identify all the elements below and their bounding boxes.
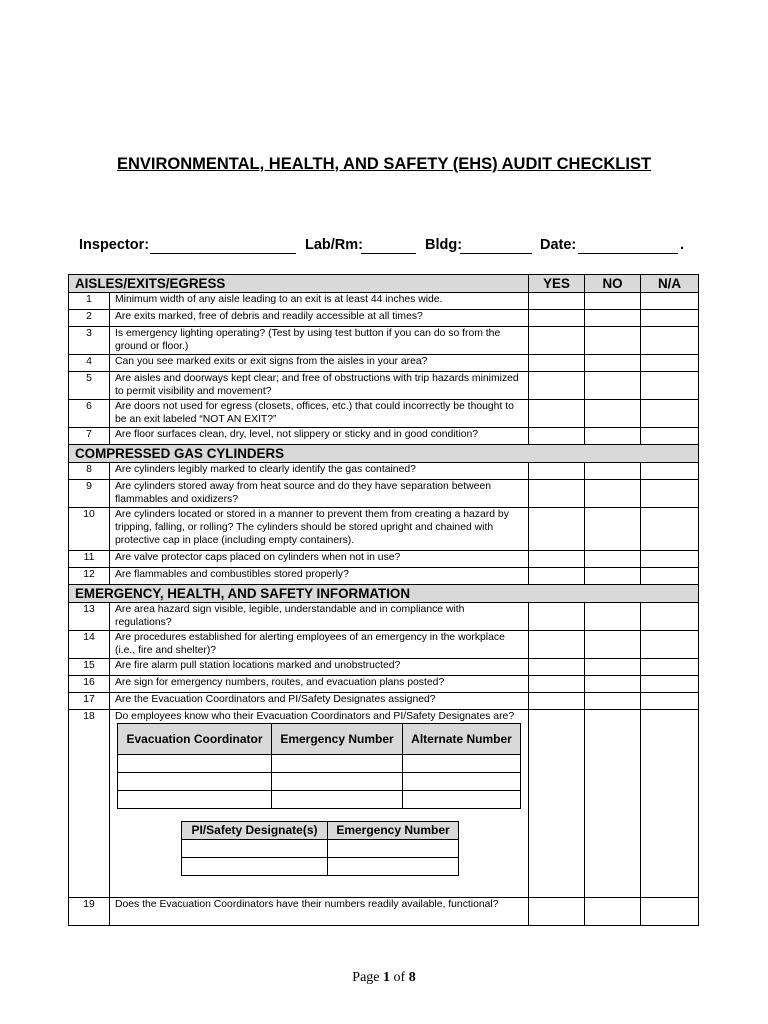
emergency-number-col-header: Emergency Number [272, 724, 403, 755]
emergency-number-cell[interactable] [272, 791, 403, 809]
answer-na-cell[interactable] [641, 603, 699, 631]
answer-na-cell[interactable] [641, 568, 699, 585]
item-question: Is emergency lighting operating? (Test by using test button if you can do so from the ground or floor.) [110, 327, 529, 355]
answer-na-cell[interactable] [641, 372, 699, 400]
item-number: 12 [69, 568, 110, 585]
designate-table [181, 821, 459, 876]
answer-yes-cell[interactable] [529, 327, 585, 355]
answer-yes-cell[interactable] [529, 631, 585, 659]
item-question: Are valve protector caps placed on cylinders when not in use? [110, 551, 529, 568]
page-total: 8 [408, 970, 416, 985]
column-header-yes: YES [529, 275, 585, 293]
checklist-row [69, 310, 699, 327]
designate-name-cell[interactable] [182, 840, 328, 858]
item-question: Are area hazard sign visible, legible, understandable and in compliance with regulations? [110, 603, 529, 631]
coordinator-name-cell[interactable] [118, 755, 272, 773]
item-question: Do employees know who their Evacuation Coordinators and PI/Safety Designates are? [115, 711, 515, 722]
answer-na-cell[interactable] [641, 659, 699, 676]
of-word: of [393, 970, 406, 985]
answer-no-cell[interactable] [585, 693, 641, 710]
section-header-gas-cylinders [69, 445, 699, 463]
answer-yes-cell[interactable] [529, 676, 585, 693]
answer-no-cell[interactable] [585, 293, 641, 310]
answer-yes-cell[interactable] [529, 898, 585, 926]
answer-na-cell[interactable] [641, 693, 699, 710]
answer-no-cell[interactable] [585, 400, 641, 428]
checklist-row [69, 293, 699, 310]
item-number: 16 [69, 676, 110, 693]
item-number: 8 [69, 463, 110, 480]
answer-na-cell[interactable] [641, 310, 699, 327]
item-number: 5 [69, 372, 110, 400]
alternate-number-col-header: Alternate Number [403, 724, 521, 755]
bldg-label: Bldg: [425, 237, 463, 253]
item-question: Are cylinders located or stored in a manner to prevent them from creating a hazard by tripping, falling, or rolling? The cylinders should be stored upright and chained with protective cap in place (including empty containers). [110, 508, 529, 551]
designate-number-cell[interactable] [328, 840, 459, 858]
checklist-row [69, 480, 699, 508]
answer-yes-cell[interactable] [529, 293, 585, 310]
item-number: 3 [69, 327, 110, 355]
item-question: Are doors not used for egress (closets, offices, etc.) that could incorrectly be thought to be an exit labeled “NOT AN EXIT?” [110, 400, 529, 428]
checklist-table [68, 274, 699, 926]
item-question: Are exits marked, free of debris and readily accessible at all times? [110, 310, 529, 327]
date-field[interactable] [578, 253, 678, 254]
answer-yes-cell[interactable] [529, 480, 585, 508]
section-header-emergency-info [69, 585, 699, 603]
answer-no-cell[interactable] [585, 463, 641, 480]
answer-na-cell[interactable] [641, 508, 699, 551]
checklist-row [69, 631, 699, 659]
answer-no-cell[interactable] [585, 508, 641, 551]
checklist-row [69, 898, 699, 926]
answer-na-cell[interactable] [641, 480, 699, 508]
item-question: Are cylinders legibly marked to clearly identify the gas contained? [110, 463, 529, 480]
answer-no-cell[interactable] [585, 568, 641, 585]
checklist-row [69, 372, 699, 400]
answer-na-cell[interactable] [641, 293, 699, 310]
answer-na-cell[interactable] [641, 898, 699, 926]
answer-yes-cell[interactable] [529, 603, 585, 631]
answer-yes-cell[interactable] [529, 428, 585, 445]
date-period: . [680, 237, 685, 253]
item-question: Are floor surfaces clean, dry, level, not slippery or sticky and in good condition? [110, 428, 529, 445]
answer-no-cell[interactable] [585, 551, 641, 568]
checklist-row [69, 676, 699, 693]
answer-yes-cell[interactable] [529, 372, 585, 400]
item-number: 19 [69, 898, 110, 926]
column-header-no: NO [585, 275, 641, 293]
alternate-number-cell[interactable] [403, 773, 521, 791]
item-number: 6 [69, 400, 110, 428]
answer-na-cell[interactable] [641, 551, 699, 568]
answer-na-cell[interactable] [641, 676, 699, 693]
section-header-aisles [69, 275, 699, 293]
checklist-row [69, 551, 699, 568]
answer-na-cell[interactable] [641, 428, 699, 445]
answer-no-cell[interactable] [585, 676, 641, 693]
alternate-number-cell[interactable] [403, 791, 521, 809]
item-number: 9 [69, 480, 110, 508]
checklist-row [69, 710, 699, 898]
lab-rm-label: Lab/Rm: [305, 237, 363, 253]
designate-col-header: PI/Safety Designate(s) [182, 822, 328, 840]
answer-no-cell[interactable] [585, 710, 641, 898]
item-number: 2 [69, 310, 110, 327]
answer-yes-cell[interactable] [529, 508, 585, 551]
item-number: 11 [69, 551, 110, 568]
answer-no-cell[interactable] [585, 603, 641, 631]
page-title: ENVIRONMENTAL, HEALTH, AND SAFETY (EHS) AUDIT CHECKLIST [116, 155, 652, 173]
answer-yes-cell[interactable] [529, 710, 585, 898]
item-number: 10 [69, 508, 110, 551]
answer-yes-cell[interactable] [529, 400, 585, 428]
answer-no-cell[interactable] [585, 372, 641, 400]
coordinator-col-header: Evacuation Coordinator [118, 724, 272, 755]
inspector-label: Inspector: [79, 237, 150, 253]
item-question: Can you see marked exits or exit signs from the aisles in your area? [110, 355, 529, 372]
answer-yes-cell[interactable] [529, 355, 585, 372]
answer-yes-cell[interactable] [529, 693, 585, 710]
date-label: Date: [540, 237, 577, 253]
item-question: Does the Evacuation Coordinators have their numbers readily available, functional? [110, 898, 529, 926]
page-word: Page [352, 970, 380, 985]
item-question: Are cylinders stored away from heat source and do they have separation between flammables and oxidizers? [110, 480, 529, 508]
designate-number-col-header: Emergency Number [328, 822, 459, 840]
emergency-number-cell[interactable] [272, 755, 403, 773]
checklist-row [69, 355, 699, 372]
item-question: Are sign for emergency numbers, routes, and evacuation plans posted? [110, 676, 529, 693]
emergency-number-cell[interactable] [272, 773, 403, 791]
item-number: 13 [69, 603, 110, 631]
answer-no-cell[interactable] [585, 327, 641, 355]
item-number: 1 [69, 293, 110, 310]
item-18-cell [110, 710, 529, 898]
item-question: Are fire alarm pull station locations marked and unobstructed? [110, 659, 529, 676]
item-question: Are procedures established for alerting employees of an emergency in the workplace (i.e., fire and shelter)? [110, 631, 529, 659]
page-footer [0, 970, 768, 986]
answer-yes-cell[interactable] [529, 568, 585, 585]
answer-na-cell[interactable] [641, 355, 699, 372]
designate-number-cell[interactable] [328, 858, 459, 876]
answer-yes-cell[interactable] [529, 310, 585, 327]
answer-no-cell[interactable] [585, 428, 641, 445]
coordinator-table [117, 723, 521, 809]
column-header-na: N/A [641, 275, 699, 293]
answer-no-cell[interactable] [585, 898, 641, 926]
inspector-field[interactable] [150, 253, 296, 254]
item-number: 4 [69, 355, 110, 372]
answer-no-cell[interactable] [585, 659, 641, 676]
answer-no-cell[interactable] [585, 631, 641, 659]
answer-no-cell[interactable] [585, 355, 641, 372]
answer-no-cell[interactable] [585, 310, 641, 327]
lab-rm-field[interactable] [361, 253, 416, 254]
coordinator-name-cell[interactable] [118, 773, 272, 791]
checklist-row [69, 428, 699, 445]
checklist-row [69, 693, 699, 710]
answer-yes-cell[interactable] [529, 551, 585, 568]
item-number: 7 [69, 428, 110, 445]
item-number: 15 [69, 659, 110, 676]
checklist-row [69, 568, 699, 585]
page-number: 1 [383, 970, 391, 985]
answer-na-cell[interactable] [641, 400, 699, 428]
answer-na-cell[interactable] [641, 327, 699, 355]
checklist-row [69, 603, 699, 631]
answer-na-cell[interactable] [641, 463, 699, 480]
answer-yes-cell[interactable] [529, 463, 585, 480]
coordinator-name-cell[interactable] [118, 791, 272, 809]
item-question: Are aisles and doorways kept clear; and free of obstructions with trip hazards minimized to permit visibility and movement? [110, 372, 529, 400]
answer-yes-cell[interactable] [529, 659, 585, 676]
checklist-row [69, 659, 699, 676]
section-title: EMERGENCY, HEALTH, AND SAFETY INFORMATION [69, 585, 699, 603]
item-question: Minimum width of any aisle leading to an exit is at least 44 inches wide. [110, 293, 529, 310]
checklist-row [69, 327, 699, 355]
item-question: Are the Evacuation Coordinators and PI/Safety Designates assigned? [110, 693, 529, 710]
checklist-row [69, 463, 699, 480]
bldg-field[interactable] [460, 253, 532, 254]
checklist-row [69, 400, 699, 428]
item-question: Are flammables and combustibles stored properly? [110, 568, 529, 585]
section-title: COMPRESSED GAS CYLINDERS [69, 445, 699, 463]
item-number: 18 [69, 710, 110, 898]
answer-na-cell[interactable] [641, 710, 699, 898]
answer-na-cell[interactable] [641, 631, 699, 659]
section-title: AISLES/EXITS/EGRESS [69, 275, 529, 293]
alternate-number-cell[interactable] [403, 755, 521, 773]
item-number: 17 [69, 693, 110, 710]
answer-no-cell[interactable] [585, 480, 641, 508]
checklist-row [69, 508, 699, 551]
item-number: 14 [69, 631, 110, 659]
designate-name-cell[interactable] [182, 858, 328, 876]
